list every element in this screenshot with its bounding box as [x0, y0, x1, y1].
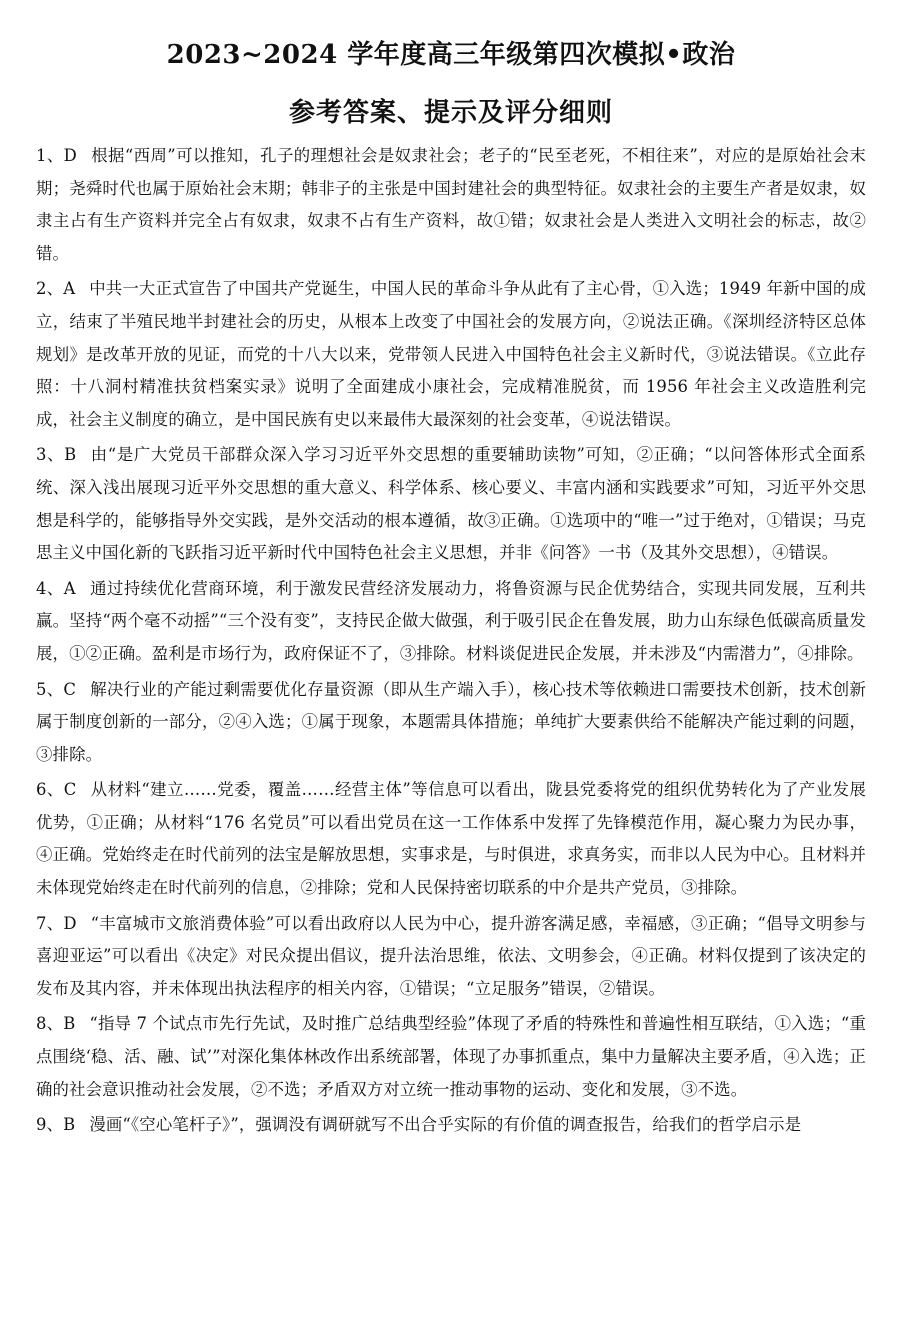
- answer-item-7: [36, 908, 866, 1006]
- item-number: 9、: [36, 1115, 64, 1135]
- item-answer-key: B: [63, 1014, 76, 1034]
- item-answer-key: A: [63, 279, 76, 299]
- answer-item-4: [36, 573, 866, 671]
- item-answer-key: C: [63, 780, 77, 800]
- item-answer-key: B: [63, 1115, 76, 1135]
- answer-item-9: [36, 1109, 866, 1142]
- answer-list: [36, 140, 866, 1142]
- page-title: 2023~2024 学年度高三年级第四次模拟•政治: [166, 40, 736, 70]
- item-number: 5、: [36, 679, 64, 699]
- item-number: 4、: [36, 578, 64, 598]
- item-explanation: 根据“西周”可以推知，孔子的理想社会是奴隶社会；老子的“民至老死，不相往来”，对应的是原始社会末期；尧舜时代也属于原始社会末期；韩非子的主张是中国封建社会的典型特征。奴隶社会的主要生产者是奴隶，奴隶主占有生产资料并完全占有奴隶，奴隶不占有生产资料，故①错；奴隶社会是人类进入文明社会的标志，故②错。: [36, 146, 866, 263]
- item-explanation: 漫画“《空心笔杆子》”，强调没有调研就写不出合乎实际的有价值的调查报告，给我们的哲学启示是: [89, 1115, 802, 1135]
- item-explanation: 中共一大正式宣告了中国共产党诞生，中国人民的革命斗争从此有了主心骨，①入选；1949 年新中国的成立，结束了半殖民地半封建社会的历史，从根本上改变了中国社会的发展方向，②说法正确。《深圳经济特区总体规划》是改革开放的见证，而党的十八大以来，党带领人民进入中国特色社会主义新时代，③说法错误。《立此存照：十八洞村精准扶贫档案实录》说明了全面建成小康社会，完成精准脱贫，而 1956 年社会主义改造胜利完成，社会主义制度的确立，是中国民族有史以来最伟大最深刻的社会变革，④说法错误。: [36, 279, 866, 429]
- item-number: 1、: [36, 146, 64, 165]
- answer-item-1: [36, 140, 866, 270]
- item-explanation: 由“是广大党员干部群众深入学习习近平外交思想的重要辅助读物”可知，②正确；“以问答体形式全面系统、深入浅出展现习近平外交思想的重大意义、科学体系、核心要义、丰富内涵和实践要求”可知，习近平外交思想是科学的，能够指导外交实践，是外交活动的根本遵循，故③正确。①选项中的“唯一”过于绝对，①错误；马克思主义中国化新的飞跃指习近平新时代中国特色社会主义思想，并非《问答》一书（及其外交思想），④错误。: [36, 445, 866, 563]
- item-number: 3、: [36, 445, 65, 465]
- item-answer-key: C: [63, 679, 77, 699]
- item-explanation: 通过持续优化营商环境，利于激发民营经济发展动力，将鲁资源与民企优势结合，实现共同发展，互利共赢。坚持“两个毫不动摇”“三个没有变”，支持民企做大做强，利于吸引民企在鲁发展，助力山东绿色低碳高质量发展，①②正确。盈利是市场行为，政府保证不了，③排除。材料谈促进民企发展，并未涉及“内需潜力”，④排除。: [36, 578, 866, 663]
- item-answer-key: B: [64, 445, 77, 465]
- item-answer-key: D: [63, 913, 77, 933]
- item-answer-key: D: [63, 146, 77, 165]
- answer-item-2: [36, 273, 866, 436]
- answer-item-6: [36, 774, 866, 904]
- item-answer-key: A: [63, 578, 76, 598]
- page-subtitle: 参考答案、提示及评分细则: [288, 98, 613, 128]
- item-explanation: “丰富城市文旅消费体验”可以看出政府以人民为中心，提升游客满足感，幸福感，③正确；“倡导文明参与喜迎亚运”可以看出《决定》对民众提出倡议，提升法治思维，依法、文明参会，④正确。材料仅提到了该决定的发布及其内容，并未体现出执法程序的相关内容，①错误；“立足服务”错误，②错误。: [36, 913, 866, 998]
- item-number: 2、: [36, 279, 64, 299]
- item-number: 7、: [36, 913, 64, 933]
- item-number: 6、: [36, 780, 64, 800]
- answer-item-5: [36, 674, 866, 772]
- item-explanation: “指导 7 个试点市先行先试，及时推广总结典型经验”体现了矛盾的特殊性和普遍性相互联结，①入选；“重点围绕‘稳、活、融、试’”对深化集体林改作出系统部署，体现了办事抓重点，集中力量解决主要矛盾，④入选；正确的社会意识推动社会发展，②不选；矛盾双方对立统一推动事物的运动、变化和发展，③不选。: [36, 1014, 866, 1099]
- item-number: 8、: [36, 1014, 64, 1034]
- item-explanation: 解决行业的产能过剩需要优化存量资源（即从生产端入手），核心技术等依赖进口需要技术创新，技术创新属于制度创新的一部分，②④入选；①属于现象，本题需具体措施；单纯扩大要素供给不能解决产能过剩的问题，③排除。: [36, 679, 866, 764]
- answer-item-3: [36, 439, 866, 569]
- answer-item-8: [36, 1008, 866, 1106]
- item-explanation: 从材料“建立……党委，覆盖……经营主体”等信息可以看出，陇县党委将党的组织优势转化为了产业发展优势，①正确；从材料“176 名党员”可以看出党员在这一工作体系中发挥了先锋模范作用，凝心聚力为民办事，④正确。党始终走在时代前列的法宝是解放思想，实事求是，与时俱进，求真务实，而非以人民为中心。且材料并未体现党始终走在时代前列的信息，②排除；党和人民保持密切联系的中介是共产党员，③排除。: [36, 780, 866, 898]
